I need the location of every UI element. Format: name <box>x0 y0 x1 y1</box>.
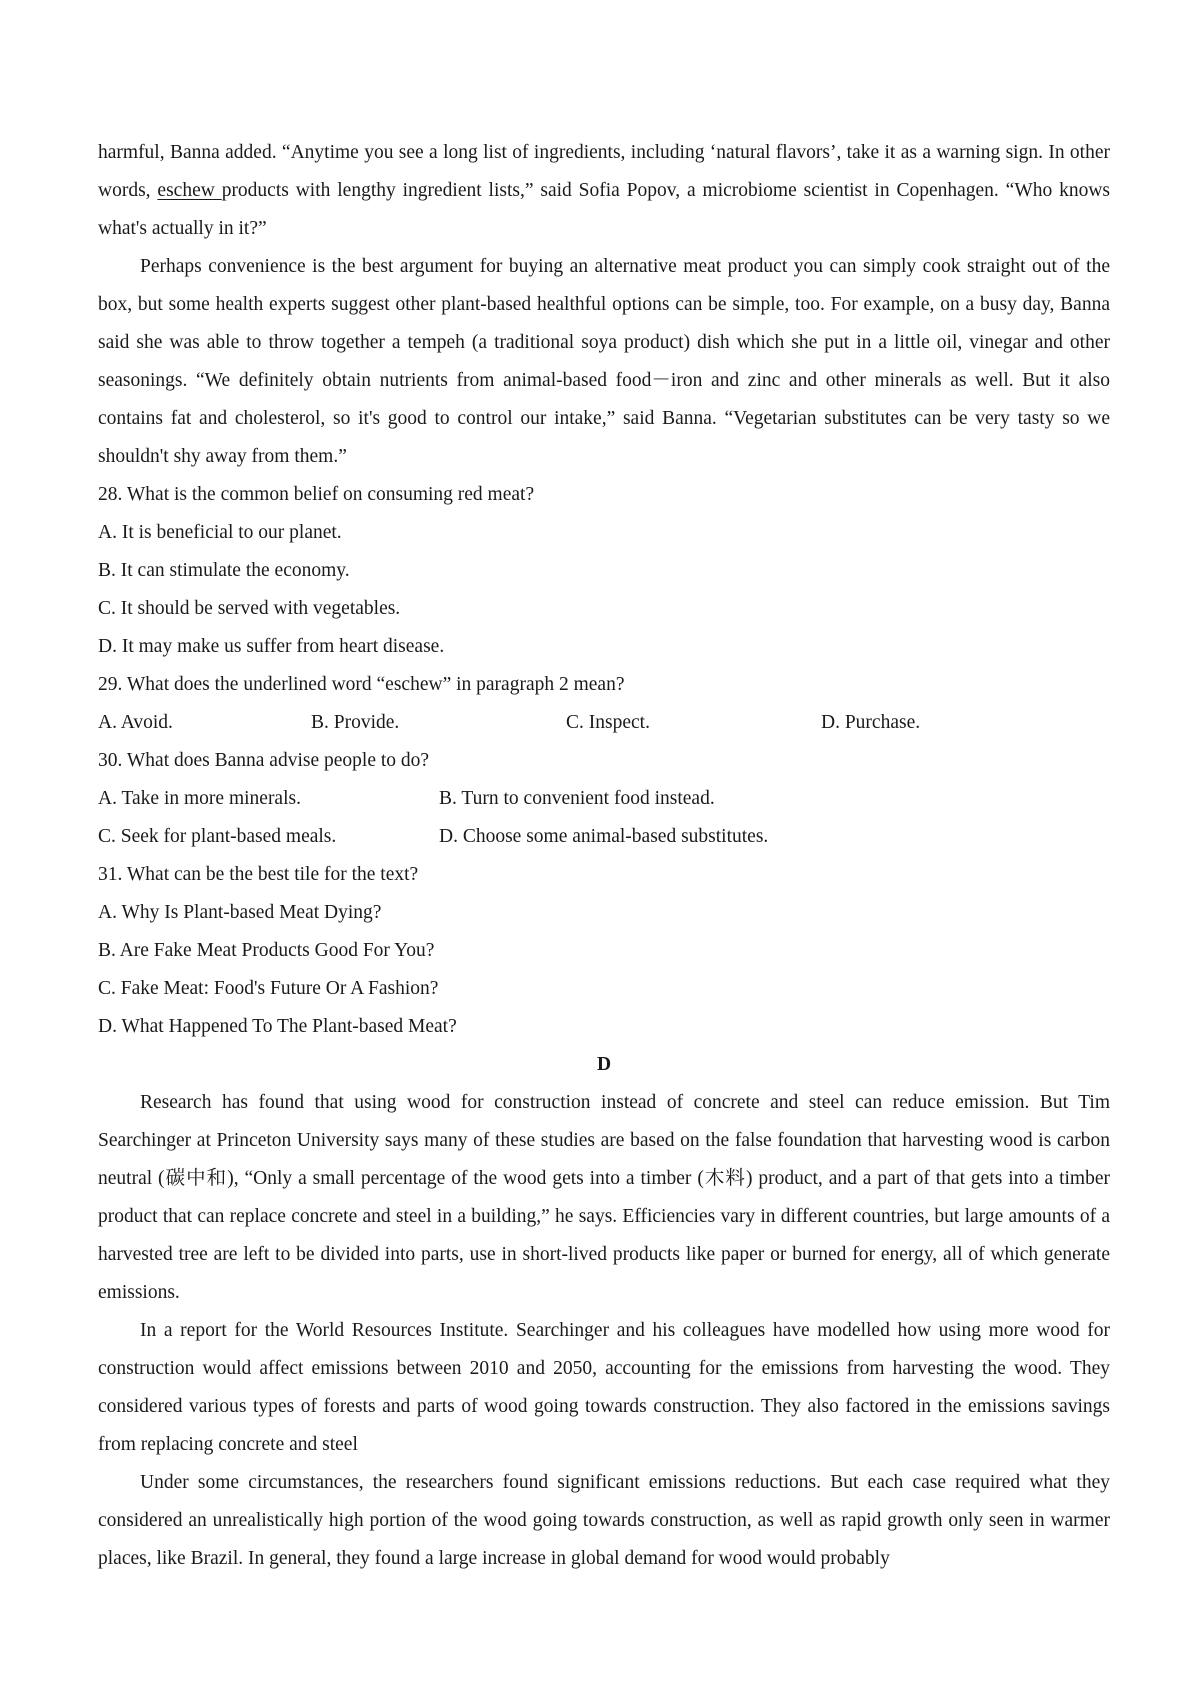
option-c: C. Seek for plant-based meals. <box>98 826 337 847</box>
option-c: C. Inspect. <box>566 712 650 733</box>
question-29 <box>98 666 1110 742</box>
passage-d-paragraph-2: In a report for the World Resources Institute. Searchinger and his colleagues have modelled how using more wood for construction would affect emissions between 2010 and 2050, accounting for the emissions from harvesting the wood. They considered various types of forests and parts of wood going towards construction. They also factored in the emissions savings from replacing concrete and steel <box>98 1320 1110 1455</box>
question-31 <box>98 856 1110 1046</box>
option-d: D. Choose some animal-based substitutes. <box>439 826 769 847</box>
option-a: A. It is beneficial to our planet. <box>98 522 342 543</box>
paragraph-text: harmful, Banna added. “Anytime you see a long list of ingredients, including ‘natural flavors’, take it as a warning sign. In other words, <box>98 142 1110 201</box>
underlined-word-eschew: eschew <box>157 180 222 201</box>
option-d: D. What Happened To The Plant-based Meat? <box>98 1016 457 1037</box>
passage-d-paragraph-1: Research has found that using wood for construction instead of concrete and steel can reduce emission. But Tim Searchinger at Princeton University says many of these studies are based on the false foundation that harvesting wood is carbon neutral (碳中和), “Only a small percentage of the wood gets into a timber (木料) product, and a part of that gets into a timber product that can replace concrete and steel in a building,” he says. Efficiencies vary in different countries, but large amounts of a harvested tree are left to be divided into parts, use in short-lived products like paper or burned for energy, all of which generate emissions. <box>98 1092 1110 1303</box>
options-row <box>98 818 1110 856</box>
question-28 <box>98 476 1110 666</box>
question-stem: 28. What is the common belief on consuming red meat? <box>98 484 535 505</box>
option-b: B. Are Fake Meat Products Good For You? <box>98 940 435 961</box>
passage-d-paragraph-3: Under some circumstances, the researchers found significant emissions reductions. But each case required what they considered an unrealistically high portion of the wood going towards construction, as well as rapid growth only seen in warmer places, like Brazil. In general, they found a large increase in global demand for wood would probably <box>98 1472 1110 1569</box>
options-row <box>98 780 1110 818</box>
question-stem: 31. What can be the best tile for the text? <box>98 864 419 885</box>
option-a: A. Take in more minerals. <box>98 788 301 809</box>
option-a: A. Why Is Plant-based Meat Dying? <box>98 902 382 923</box>
option-a: A. Avoid. <box>98 712 173 733</box>
question-30 <box>98 742 1110 856</box>
option-b: B. Turn to convenient food instead. <box>439 788 715 809</box>
option-c: C. Fake Meat: Food's Future Or A Fashion? <box>98 978 439 999</box>
page-content <box>98 134 1110 1578</box>
paragraph-text: products with lengthy ingredient lists,” said Sofia Popov, a microbiome scientist in Copenhagen. “Who knows what's actually in it?” <box>98 180 1111 239</box>
options-row <box>98 704 1110 742</box>
passage-c-paragraph-2 <box>98 134 1110 248</box>
question-stem: 30. What does Banna advise people to do? <box>98 750 430 771</box>
option-d: D. Purchase. <box>821 712 921 733</box>
option-c: C. It should be served with vegetables. <box>98 598 401 619</box>
passage-c-paragraph-3: Perhaps convenience is the best argument for buying an alternative meat product you can simply cook straight out of the box, but some health experts suggest other plant-based healthful options can be simple, too. For example, on a busy day, Banna said she was able to throw together a tempeh (a traditional soya product) dish which she put in a little oil, vinegar and other seasonings. “We definitely obtain nutrients from animal-based food－iron and zinc and other minerals as well. But it also contains fat and cholesterol, so it's good to control our intake,” said Banna. “Vegetarian substitutes can be very tasty so we shouldn't shy away from them.” <box>98 256 1110 467</box>
question-stem: 29. What does the underlined word “eschew” in paragraph 2 mean? <box>98 674 625 695</box>
option-b: B. Provide. <box>311 712 400 733</box>
option-d: D. It may make us suffer from heart disease. <box>98 636 445 657</box>
option-b: B. It can stimulate the economy. <box>98 560 350 581</box>
section-heading-d: D <box>596 1054 612 1075</box>
